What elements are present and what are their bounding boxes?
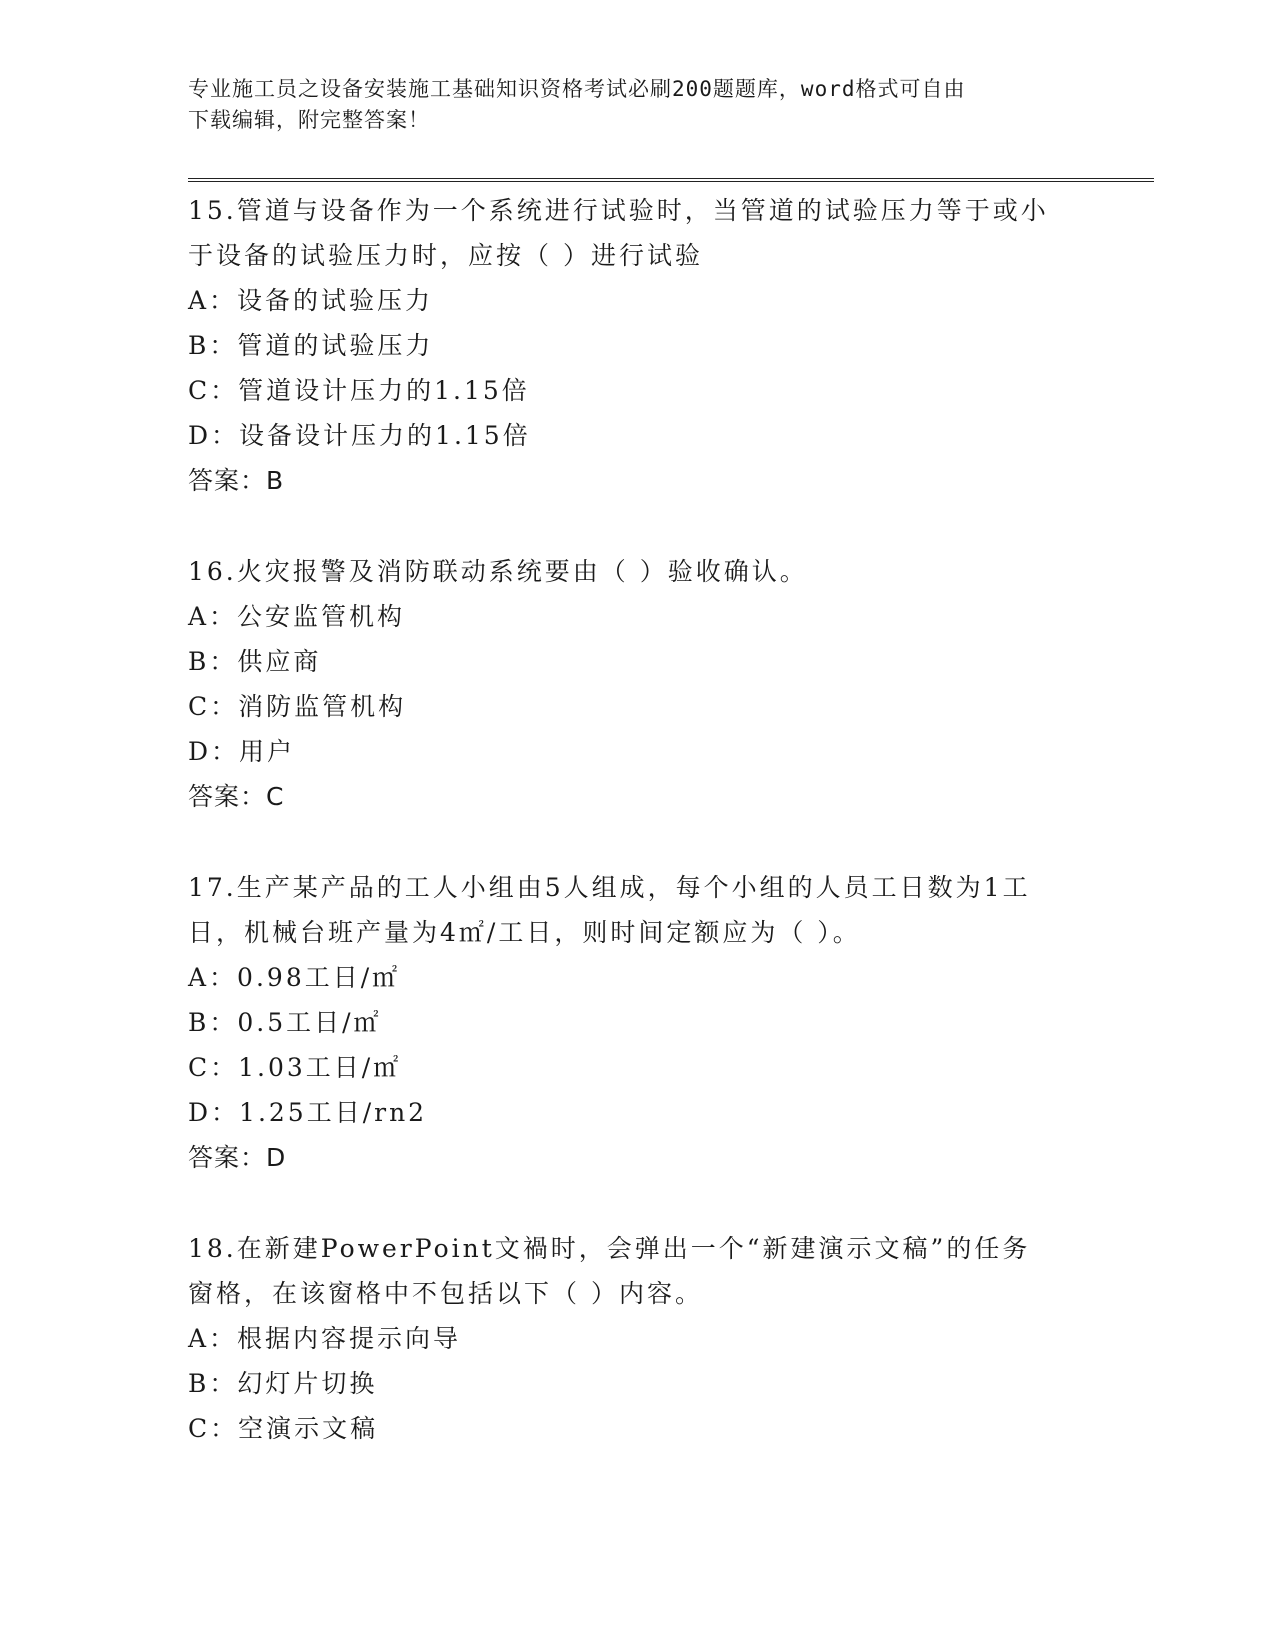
question-stem xyxy=(188,188,1088,278)
option-d: D：用户 xyxy=(188,737,296,766)
answer-label: 答案：D xyxy=(188,1143,287,1172)
header-line-1: 专业施工员之设备安装施工基础知识资格考试必刷200题题库，word格式可自由 xyxy=(188,77,966,101)
option-b: B：管道的试验压力 xyxy=(188,331,434,360)
question-stem-line: 窗格，在该窗格中不包括以下（ ）内容。 xyxy=(188,1279,703,1308)
option-c: C：消防监管机构 xyxy=(188,692,407,721)
question-stem-line: 于设备的试验压力时，应按（ ）进行试验 xyxy=(188,241,703,270)
document-header xyxy=(188,74,1068,136)
question-stem-line: 日，机械台班产量为4㎡/工日，则时间定额应为（ ）。 xyxy=(188,918,861,947)
option-b: B：0.5工日/㎡ xyxy=(188,1008,382,1037)
question-stem-line: 15.管道与设备作为一个系统进行试验时，当管道的试验压力等于或小 xyxy=(188,196,1049,225)
question-stem-line: 16.火灾报警及消防联动系统要由（ ）验收确认。 xyxy=(188,557,808,586)
header-line-2: 下载编辑，附完整答案！ xyxy=(188,108,430,132)
question-15 xyxy=(188,188,1088,503)
question-stem-line: 17.生产某产品的工人小组由5人组成，每个小组的人员工日数为1工 xyxy=(188,873,1031,902)
question-17 xyxy=(188,865,1088,1180)
option-a: A：公安监管机构 xyxy=(188,602,406,631)
option-c: C：空演示文稿 xyxy=(188,1414,379,1443)
answer-label: 答案：B xyxy=(188,466,285,495)
option-a: A：设备的试验压力 xyxy=(188,286,434,315)
question-stem-line: 18.在新建PowerPoint文禍时，会弹出一个“新建演示文稿”的任务 xyxy=(188,1234,1031,1263)
question-stem xyxy=(188,865,1088,955)
header-divider xyxy=(188,178,1154,182)
option-b: B：供应商 xyxy=(188,647,322,676)
question-stem xyxy=(188,549,1088,594)
option-b: B：幻灯片切换 xyxy=(188,1369,378,1398)
option-a: A：0.98工日/㎡ xyxy=(188,963,401,992)
question-18 xyxy=(188,1226,1088,1451)
question-16 xyxy=(188,549,1088,819)
option-d: D：设备设计压力的1.15倍 xyxy=(188,421,531,450)
option-c: C：管道设计压力的1.15倍 xyxy=(188,376,530,405)
answer-label: 答案：C xyxy=(188,782,285,811)
option-d: D：1.25工日/rn2 xyxy=(188,1098,428,1127)
question-stem xyxy=(188,1226,1088,1316)
option-c: C：1.03工日/㎡ xyxy=(188,1053,402,1082)
question-list xyxy=(188,188,1088,1497)
option-a: A：根据内容提示向导 xyxy=(188,1324,462,1353)
